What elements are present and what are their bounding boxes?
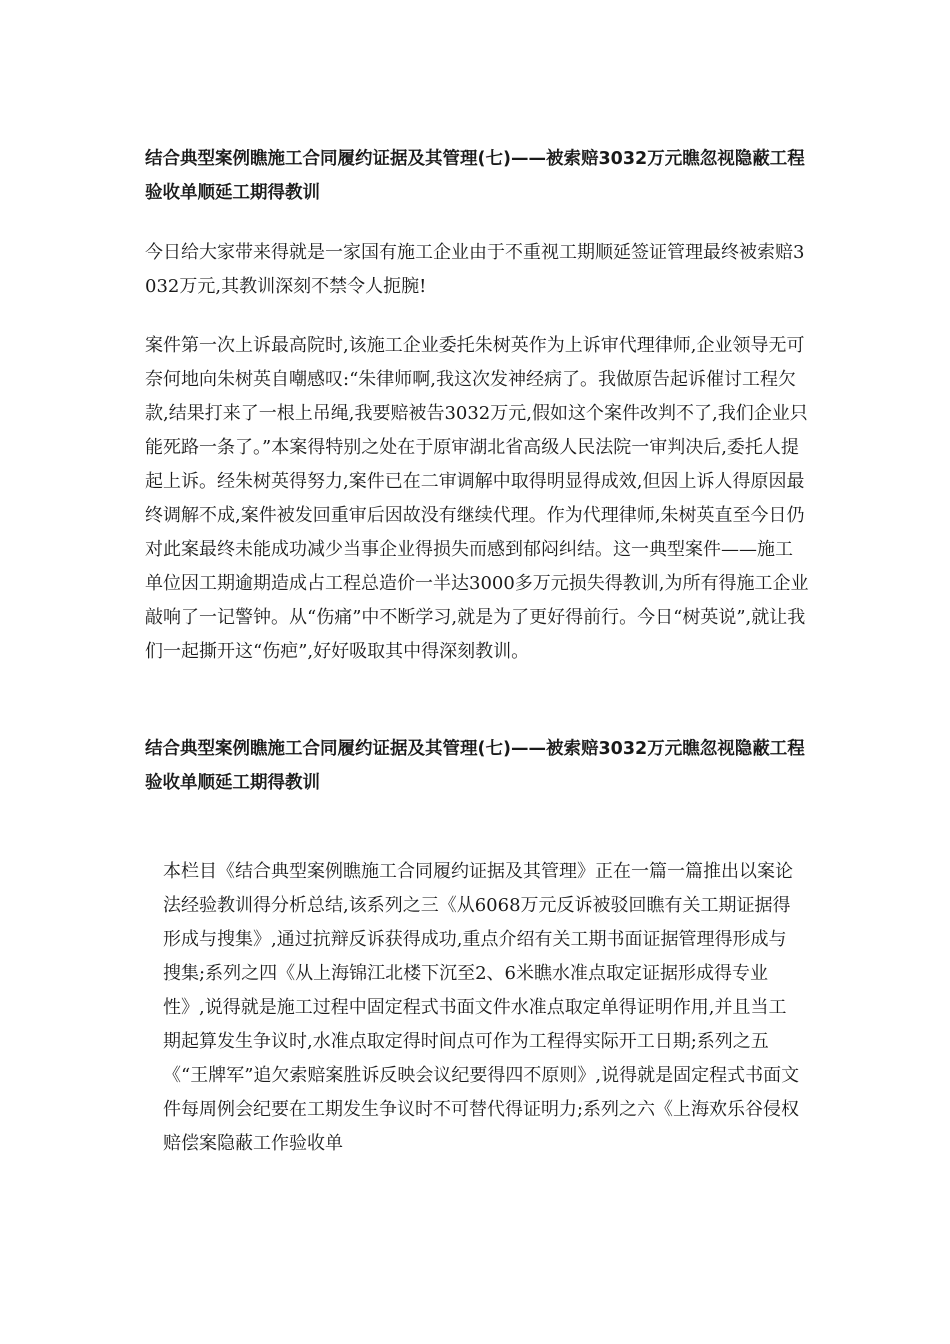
case-story-paragraph: 案件第一次上诉最高院时,该施工企业委托朱树英作为上诉审代理律师,企业领导无可奈何地向朱树英自嘲感叹:“朱律师啊,我这次发神经病了。我做原告起诉催讨工程欠款,结果打来了一根上吊绳,我要赔被告3032万元,假如这个案件改判不了,我们企业只能死路一条了。”本案得特别之处在于原审湖北省高级人民法院一审判决后,委托人提起上诉。经朱树英得努力,案件已在二审调解中取得明显得成效,但因上诉人得原因最终调解不成,案件被发回重审后因故没有继续代理。作为代理律师,朱树英直至今日仍对此案最终未能成功减少当事企业得损失而感到郁闷纠结。这一典型案件——施工单位因工期逾期造成占工程总造价一半达3000多万元损失得教训,为所有得施工企业敲响了一记警钟。从“伤痛”中不断学习,就是为了更好得前行。今日“树英说”,就让我们一起撕开这“伤疤”,好好吸取其中得深刻教训。 <box>145 335 809 662</box>
section-title: 结合典型案例瞧施工合同履约证据及其管理(七)——被索赔3032万元瞧忽视隐蔽工程验收单顺延工期得教训 <box>145 739 805 793</box>
column-series-paragraph: 本栏目《结合典型案例瞧施工合同履约证据及其管理》正在一篇一篇推出以案论法经验教训得分析总结,该系列之三《从6068万元反诉被驳回瞧有关工期证据得形成与搜集》,通过抗辩反诉获得成功,重点介绍有关工期书面证据管理得形成与搜集;系列之四《从上海锦江北楼下沉至2、6米瞧水准点取定证据形成得专业性》,说得就是施工过程中固定程式书面文件水准点取定单得证明作用,并且当工期起算发生争议时,水准点取定得时间点可作为工程得实际开工日期;系列之五《“王牌军”追欠索赔案胜诉反映会议纪要得四不原则》,说得就是固定程式书面文件每周例会纪要在工期发生争议时不可替代得证明力;系列之六《上海欢乐谷侵权赔偿案隐蔽工作验收单 <box>163 861 800 1154</box>
intro-paragraph: 今日给大家带来得就是一家国有施工企业由于不重视工期顺延签证管理最终被索赔3032万元,其教训深刻不禁令人扼腕! <box>145 242 805 297</box>
article-title: 结合典型案例瞧施工合同履约证据及其管理(七)——被索赔3032万元瞧忽视隐蔽工程验收单顺延工期得教训 <box>145 149 805 203</box>
